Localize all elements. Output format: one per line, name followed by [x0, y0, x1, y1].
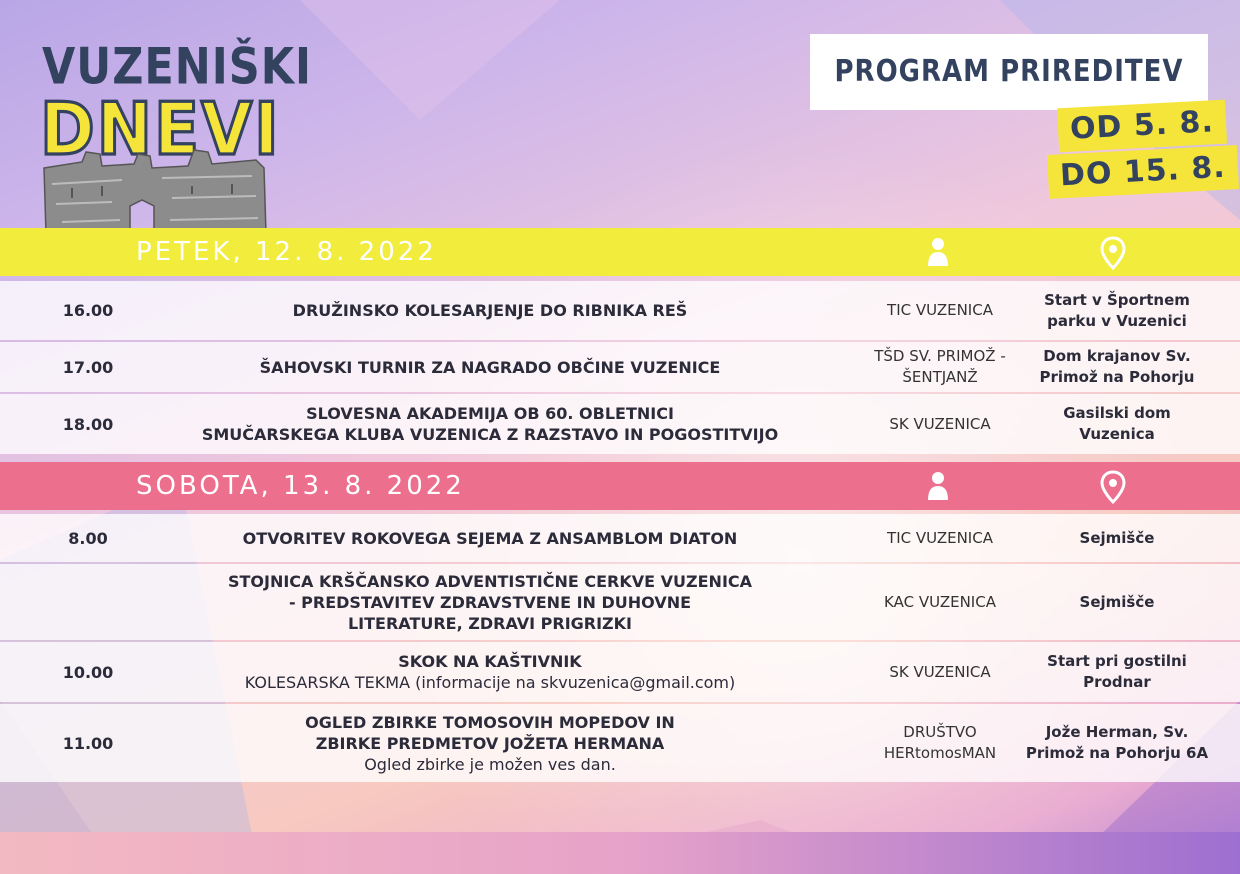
festival-logo: [38, 38, 313, 235]
event-description: [150, 342, 830, 392]
event-row: [0, 642, 1240, 702]
event-title: OTVORITEV ROKOVEGA SEJEMA Z ANSAMBLOM DIATON: [242, 528, 738, 548]
event-time: 18.00: [62, 414, 114, 434]
event-time: [40, 564, 136, 640]
event-description: [150, 642, 830, 702]
event-title: SMUČARSKEGA KLUBA VUZENICA Z RAZSTAVO IN POGOSTITVIJO: [201, 425, 779, 444]
event-organizer: TIC VUZENICA: [887, 528, 993, 547]
event-title: ZBIRKE PREDMETOV JOŽETA HERMANA: [315, 733, 665, 753]
event-title: LITERATURE, ZDRAVI PRIGRIZKI: [347, 613, 633, 633]
event-row: [0, 704, 1240, 782]
event-organizer: TIC VUZENICA: [887, 301, 993, 319]
event-organizer: TŠD SV. PRIMOŽ - ŠENTJANŽ: [874, 347, 1006, 386]
event-organizer: KAC VUZENICA: [884, 592, 996, 611]
day-label: SOBOTA, 13. 8. 2022: [136, 471, 465, 501]
person-icon: [926, 470, 950, 502]
day-bar-friday: [0, 228, 1240, 276]
day-label: PETEK, 12. 8. 2022: [136, 237, 437, 267]
person-icon: [926, 236, 950, 268]
event-location: Jože Herman, Sv. Primož na Pohorju 6A: [1025, 723, 1209, 762]
event-location: Gasilski dom Vuzenica: [1063, 404, 1171, 443]
event-title: - PREDSTAVITEV ZDRAVSTVENE IN DUHOVNE: [288, 592, 692, 612]
event-organizer: SK VUZENICA: [889, 662, 991, 681]
event-description: [150, 394, 830, 454]
program-title: PROGRAM PRIREDITEV: [834, 54, 1184, 90]
event-row: [0, 394, 1240, 454]
event-time: 11.00: [62, 733, 114, 753]
event-row: [0, 564, 1240, 640]
logo-line1: VUZENIŠKI: [42, 38, 313, 97]
location-pin-icon: [1100, 470, 1126, 504]
event-time: 17.00: [62, 357, 114, 377]
date-from-tag: OD 5. 8.: [1057, 100, 1227, 153]
event-title: SLOVESNA AKADEMIJA OB 60. OBLETNICI: [306, 404, 674, 423]
event-location: Sejmišče: [1079, 528, 1155, 547]
date-to-tag: DO 15. 8.: [1047, 145, 1239, 199]
event-title: ŠAHOVSKI TURNIR ZA NAGRADO OBČINE VUZENICE: [259, 357, 721, 377]
event-location: Dom krajanov Sv. Primož na Pohorju: [1039, 347, 1195, 386]
event-description: [150, 281, 830, 340]
event-title: OGLED ZBIRKE TOMOSOVIH MOPEDOV IN: [305, 712, 675, 732]
event-location: Start pri gostilni Prodnar: [1047, 652, 1187, 691]
event-description: [150, 514, 830, 562]
event-row: [0, 281, 1240, 340]
logo-line2: DNEVI: [40, 86, 281, 172]
program-title-box: [810, 34, 1208, 110]
castle-ruin-icon: [42, 148, 268, 236]
event-time: 8.00: [68, 528, 108, 548]
event-time: 10.00: [62, 662, 114, 682]
event-organizer: SK VUZENICA: [889, 414, 991, 433]
event-title: STOJNICA KRŠČANSKO ADVENTISTIČNE CERKVE VUZENICA: [227, 571, 753, 591]
event-note: KOLESARSKA TEKMA (informacije na skvuzenica@gmail.com): [244, 673, 736, 692]
event-time: 16.00: [62, 301, 114, 320]
event-title: DRUŽINSKO KOLESARJENJE DO RIBNIKA REŠ: [292, 301, 688, 320]
event-organizer: DRUŠTVO HERtomosMAN: [883, 723, 997, 762]
day-bar-saturday: [0, 462, 1240, 510]
event-location: Sejmišče: [1079, 592, 1155, 611]
event-location: Start v Športnem parku v Vuzenici: [1044, 290, 1190, 330]
event-title: SKOK NA KAŠTIVNIK: [398, 652, 582, 671]
event-description: [150, 704, 830, 782]
event-row: [0, 342, 1240, 392]
bottom-decoration: [0, 832, 1240, 874]
location-pin-icon: [1100, 236, 1126, 270]
event-row: [0, 514, 1240, 562]
event-description: [150, 564, 830, 640]
event-note: Ogled zbirke je možen ves dan.: [364, 754, 616, 774]
